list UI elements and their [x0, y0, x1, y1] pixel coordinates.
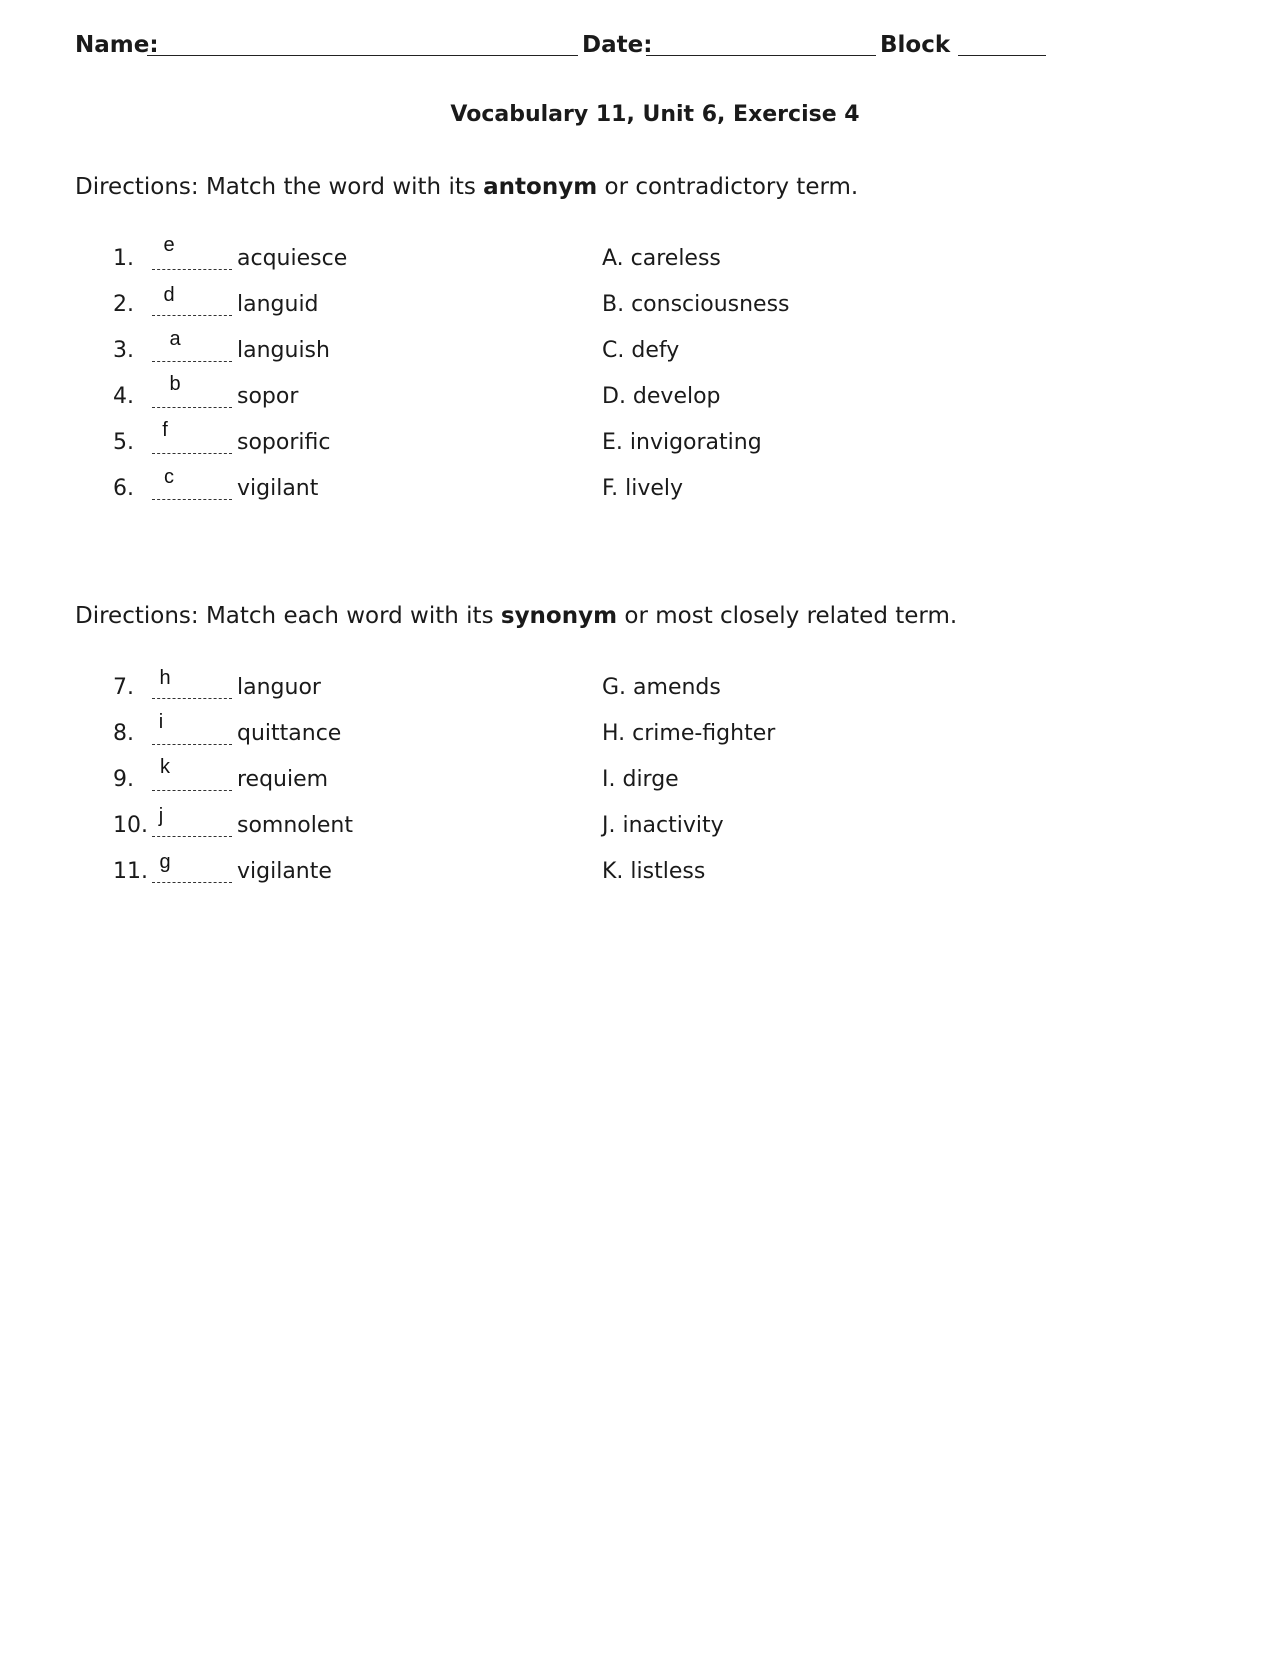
item-number: 3.	[113, 338, 134, 363]
answer-choice: A. careless	[602, 246, 721, 271]
answer-blank[interactable]	[152, 744, 232, 745]
answer-blank[interactable]	[152, 882, 232, 883]
answer-blank[interactable]	[152, 407, 232, 408]
block-label: Block	[880, 32, 951, 58]
answer-choice: J. inactivity	[602, 813, 724, 838]
vocab-word: sopor	[237, 384, 299, 409]
match-item	[0, 711, 1280, 755]
vocab-word: languor	[237, 675, 321, 700]
vocab-word: requiem	[237, 767, 329, 792]
answer-choice: G. amends	[602, 675, 721, 700]
item-number: 5.	[113, 430, 134, 455]
match-item	[0, 849, 1280, 893]
match-item	[0, 803, 1280, 847]
vocab-word: soporific	[237, 430, 331, 455]
match-item	[0, 374, 1280, 418]
match-item	[0, 282, 1280, 326]
answer-choice: H. crime-fighter	[602, 721, 776, 746]
synonym-directions: Directions: Match each word with its synonym or most closely related term.	[75, 603, 958, 629]
antonym-keyword: antonym	[483, 174, 598, 200]
handwritten-answer: k	[160, 756, 170, 778]
match-item	[0, 328, 1280, 372]
item-number: 7.	[113, 675, 134, 700]
answer-choice: B. consciousness	[602, 292, 790, 317]
name-label: Name:	[75, 32, 159, 58]
item-number: 10.	[113, 813, 148, 838]
answer-choice: F. lively	[602, 476, 684, 501]
handwritten-answer: e	[163, 234, 175, 256]
handwritten-answer: j	[158, 805, 164, 827]
answer-choice: C. defy	[602, 338, 680, 363]
handwritten-answer: f	[162, 419, 168, 441]
answer-blank[interactable]	[152, 499, 232, 500]
handwritten-answer: d	[163, 284, 175, 306]
answer-choice: E. invigorating	[602, 430, 762, 455]
match-item	[0, 757, 1280, 801]
item-number: 4.	[113, 384, 134, 409]
handwritten-answer: b	[169, 373, 181, 395]
answer-blank[interactable]	[152, 269, 232, 270]
handwritten-answer: g	[159, 851, 171, 873]
match-item	[0, 236, 1280, 280]
vocab-word: acquiesce	[237, 246, 348, 271]
vocab-word: languid	[237, 292, 319, 317]
antonym-directions: Directions: Match the word with its antonym or contradictory term.	[75, 174, 859, 200]
item-number: 8.	[113, 721, 134, 746]
page-title: Vocabulary 11, Unit 6, Exercise 4	[450, 102, 860, 127]
item-number: 2.	[113, 292, 134, 317]
header	[0, 0, 1280, 80]
vocab-word: quittance	[237, 721, 342, 746]
answer-blank[interactable]	[152, 698, 232, 699]
name-field[interactable]	[147, 55, 578, 56]
item-number: 11.	[113, 859, 148, 884]
answer-blank[interactable]	[152, 836, 232, 837]
answer-blank[interactable]	[152, 790, 232, 791]
answer-blank[interactable]	[152, 453, 232, 454]
answer-choice: K. listless	[602, 859, 706, 884]
handwritten-answer: i	[158, 711, 164, 733]
match-item	[0, 665, 1280, 709]
handwritten-answer: h	[159, 667, 171, 689]
vocab-word: vigilant	[237, 476, 319, 501]
answer-choice: D. develop	[602, 384, 721, 409]
vocab-word: somnolent	[237, 813, 353, 838]
block-field[interactable]	[958, 55, 1046, 56]
handwritten-answer: a	[169, 328, 181, 350]
synonym-keyword: synonym	[500, 603, 618, 629]
date-label: Date:	[582, 32, 653, 58]
match-item	[0, 466, 1280, 510]
answer-blank[interactable]	[152, 315, 232, 316]
date-field[interactable]	[646, 55, 876, 56]
answer-blank[interactable]	[152, 361, 232, 362]
answer-choice: I. dirge	[602, 767, 679, 792]
vocab-word: vigilante	[237, 859, 332, 884]
item-number: 6.	[113, 476, 134, 501]
item-number: 1.	[113, 246, 134, 271]
handwritten-answer: c	[164, 466, 174, 488]
vocab-word: languish	[237, 338, 330, 363]
match-item	[0, 420, 1280, 464]
item-number: 9.	[113, 767, 134, 792]
